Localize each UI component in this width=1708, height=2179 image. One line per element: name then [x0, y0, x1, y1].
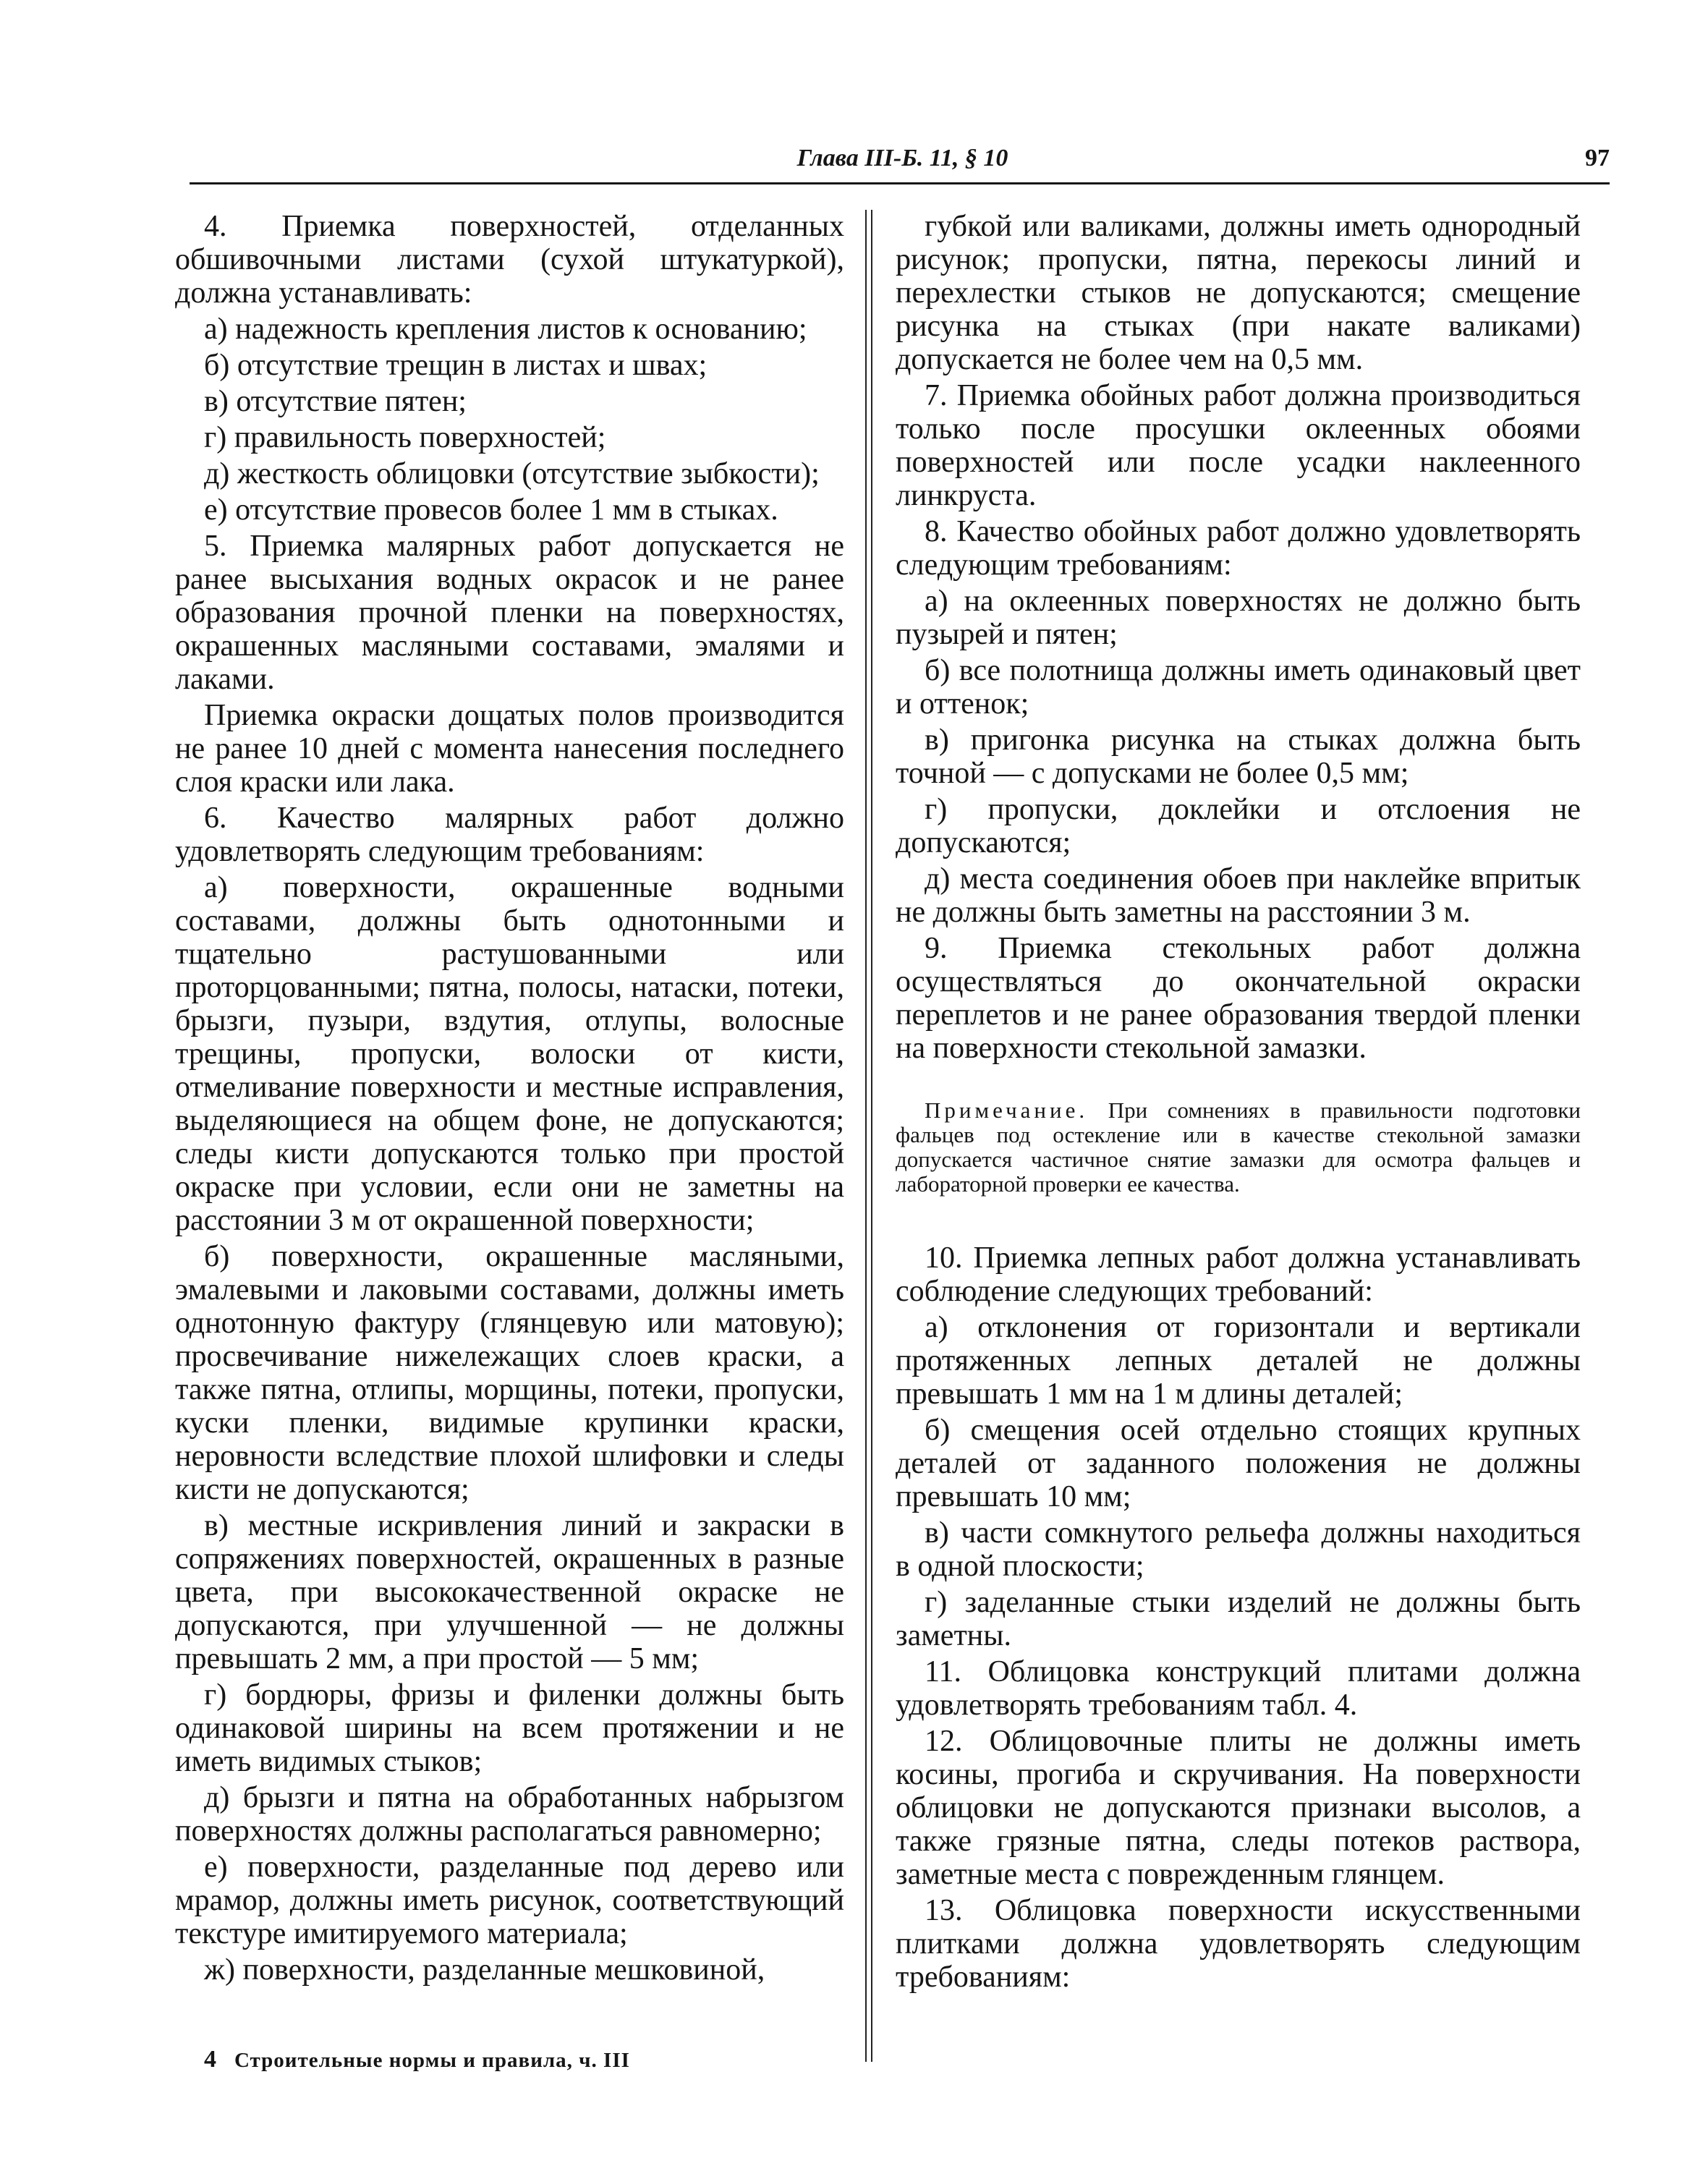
- list-item: в) пригонка рисунка на стыках должна быть точной — с допусками не более 0,5 мм;: [896, 723, 1581, 790]
- list-item: д) брызги и пятна на обработанных набрызгом поверхностях должны располагаться равномерно;: [175, 1781, 844, 1848]
- list-item: б) смещения осей отдельно стоящих крупных деталей от заданного положения не должны превышать 10 мм;: [896, 1414, 1581, 1513]
- paragraph: 5. Приемка малярных работ допускается не ранее высыхания водных окрасок и не ранее образования прочной пленки на поверхностях, окрашенных масляными составами, эмалями и лаками.: [175, 530, 844, 696]
- running-title: Глава III-Б. 11, § 10: [796, 145, 1008, 171]
- paragraph: 8. Качество обойных работ должно удовлетворять следующим требованиям:: [896, 515, 1581, 582]
- paragraph: 10. Приемка лепных работ должна устанавливать соблюдение следующих требований:: [896, 1241, 1581, 1308]
- paragraph: губкой или валиками, должны иметь однородный рисунок; пропуски, пятна, перекосы линий и перехлестки стыков не допускаются; смещение рисунка на стыках (при накате валиками) допускается не более чем на 0,5 мм.: [896, 210, 1581, 376]
- list-item: г) бордюры, фризы и филенки должны быть одинаковой ширины на всем протяжении и не иметь видимых стыков;: [175, 1678, 844, 1778]
- note: [896, 1098, 1581, 1197]
- paragraph: 7. Приемка обойных работ должна производиться только после просушки оклеенных обоями поверхностей или после усадки наклеенного линкруста.: [896, 379, 1581, 512]
- paragraph: 4. Приемка поверхностей, отделанных обшивочными листами (сухой штукатуркой), должна устанавливать:: [175, 210, 844, 310]
- note-text: При сомнениях в правильности подготовки фальцев под остекление или в качестве стекольной замазки допускается частичное снятие замазки для осмотра фальцев и лабораторной проверки ее качества.: [896, 1097, 1581, 1197]
- running-head: [195, 145, 1610, 181]
- header-rule: [190, 182, 1610, 184]
- signature-mark: 4: [204, 2046, 217, 2073]
- paragraph: 12. Облицовочные плиты не должны иметь косины, прогиба и скручивания. На поверхности облицовки не допускаются признаки высолов, а также грязные пятна, следы потеков раствора, заметные места с поврежденным глянцем.: [896, 1725, 1581, 1891]
- list-item: в) части сомкнутого рельефа должны находиться в одной плоскости;: [896, 1516, 1581, 1583]
- note-label: Примечание.: [925, 1097, 1089, 1123]
- list-item: е) поверхности, разделанные под дерево или мрамор, должны иметь рисунок, соответствующий текстуре имитируемого материала;: [175, 1851, 844, 1950]
- list-item: г) заделанные стыки изделий не должны быть заметны.: [896, 1586, 1581, 1652]
- list-item: б) все полотнища должны иметь одинаковый цвет и оттенок;: [896, 654, 1581, 721]
- page-number: 97: [1585, 145, 1610, 171]
- list-item: ж) поверхности, разделанные мешковиной,: [204, 1953, 765, 1987]
- list-item: г) правильность поверхностей;: [204, 421, 606, 454]
- list-item: б) поверхности, окрашенные масляными, эмалевыми и лаковыми составами, должны иметь однотонную фактуру (глянцевую или матовую); просвечивание нижележащих слоев краски, а также пятна, отлипы, морщины, потеки, пропуски, куски пленки, видимые крупинки краски, неровности вследствие плохой шлифовки и следы кисти не допускаются;: [175, 1240, 844, 1506]
- list-item: а) отклонения от горизонтали и вертикали протяженных лепных деталей не должны превышать 1 мм на 1 м длины деталей;: [896, 1311, 1581, 1411]
- list-item: г) пропуски, доклейки и отслоения не допускаются;: [896, 793, 1581, 859]
- list-item: а) на оклеенных поверхностях не должно быть пузырей и пятен;: [896, 585, 1581, 651]
- list-item: а) надежность крепления листов к основанию;: [204, 313, 807, 346]
- footer-text: Строительные нормы и правила, ч. III: [234, 2049, 630, 2072]
- list-item: в) местные искривления линий и закраски в сопряжениях поверхностей, окрашенных в разные цвета, при высококачественной окраске не допускаются, при улучшенной — не должны превышать 2 мм, а при простой — 5 мм;: [175, 1509, 844, 1675]
- list-item: е) отсутствие провесов более 1 мм в стыках.: [204, 493, 778, 527]
- list-item: а) поверхности, окрашенные водными составами, должны быть однотонными и тщательно растушованными или проторцованными; пятна, полосы, натаски, потеки, брызги, пузыри, вздутия, отлупы, волосные трещины, пропуски, волоски от кисти, отмеливание поверхности и местные исправления, выделяющиеся на общем фоне, не допускаются; следы кисти допускаются только при простой окраске при условии, если они не заметны на расстоянии 3 м от окрашенной поверхности;: [175, 871, 844, 1237]
- left-column: [175, 210, 844, 1989]
- paragraph: 6. Качество малярных работ должно удовлетворять следующим требованиям:: [175, 802, 844, 868]
- paragraph: 13. Облицовка поверхности искусственными плитками должна удовлетворять следующим требованиям:: [896, 1894, 1581, 1994]
- footer: [204, 2046, 630, 2073]
- paragraph: Приемка окраски дощатых полов производится не ранее 10 дней с момента нанесения последнего слоя краски или лака.: [175, 699, 844, 799]
- right-column: [896, 210, 1581, 1997]
- paragraph: 9. Приемка стекольных работ должна осуществляться до окончательной окраски переплетов и не ранее образования твердой пленки на поверхности стекольной замазки.: [896, 932, 1581, 1065]
- column-divider: [871, 210, 872, 2062]
- column-divider: [865, 210, 867, 2062]
- list-item: д) жесткость облицовки (отсутствие зыбкости);: [204, 457, 820, 490]
- paragraph: 11. Облицовка конструкций плитами должна удовлетворять требованиям табл. 4.: [896, 1655, 1581, 1722]
- list-item: д) места соединения обоев при наклейке впритык не должны быть заметны на расстоянии 3 м.: [896, 862, 1581, 929]
- list-item: б) отсутствие трещин в листах и швах;: [204, 349, 708, 382]
- list-item: в) отсутствие пятен;: [204, 385, 467, 418]
